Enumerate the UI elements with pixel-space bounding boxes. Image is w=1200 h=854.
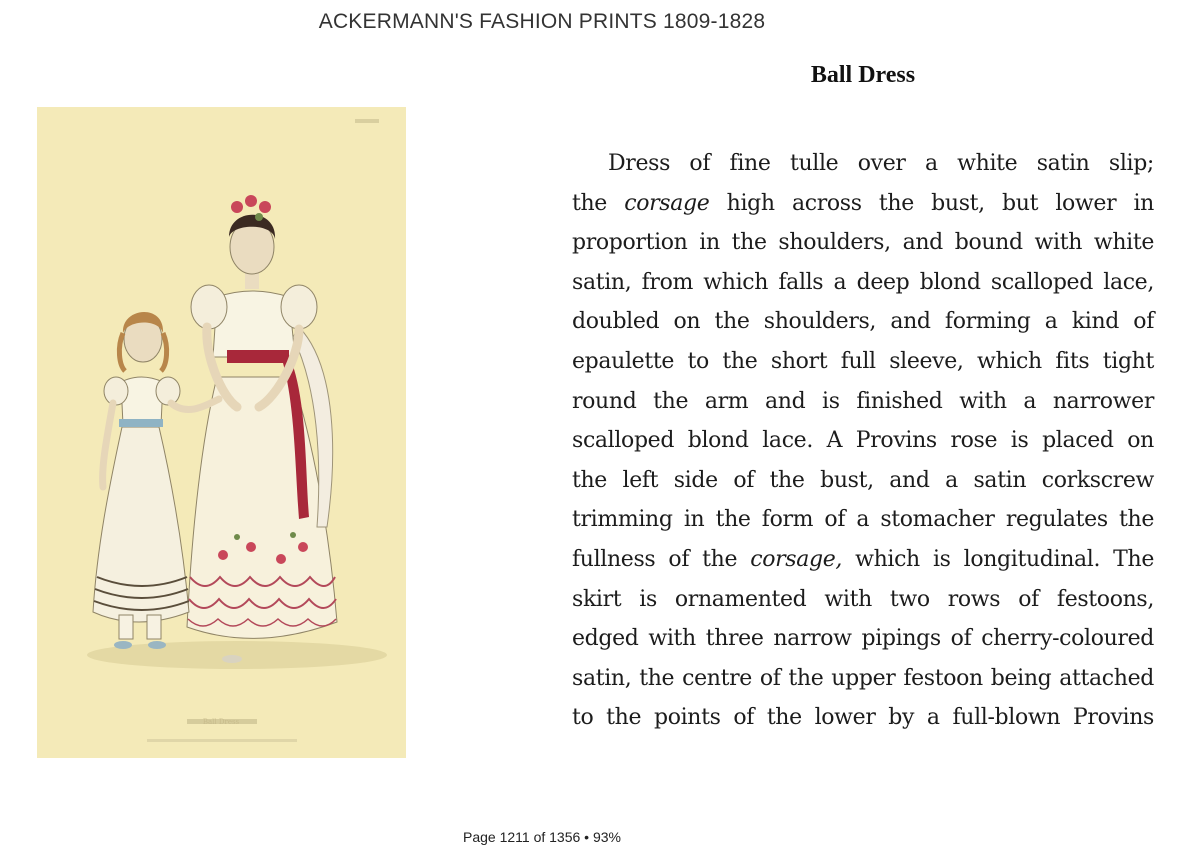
text-run: skirt is ornamented with two rows of festoons, <box>572 586 1154 612</box>
text-line <box>572 421 1154 461</box>
text-run: round the arm and is finished with a narrower <box>572 388 1154 414</box>
page-status: Page 1211 of 1356 • 93% <box>463 829 621 845</box>
text-run: trimming in the form of a stomacher regulates the <box>572 507 1154 533</box>
fashion-plate-woman-and-girl-icon <box>37 107 406 758</box>
text-run: the left side of the bust, and a satin corkscrew <box>572 467 1154 493</box>
text-run: proportion in the shoulders, and bound with white <box>572 230 1154 256</box>
text-line <box>572 263 1154 303</box>
text-run: which is longitudinal. The <box>842 546 1154 572</box>
text-line <box>572 382 1154 422</box>
text-run: satin, the centre of the upper festoon being attached <box>572 665 1154 691</box>
text-line <box>572 659 1154 699</box>
text-run: edged with three narrow pipings of cherry-coloured <box>572 626 1154 652</box>
text-line <box>572 500 1154 540</box>
text-run: fullness of the <box>572 546 751 572</box>
italic-term: corsage, <box>750 546 843 572</box>
text-line <box>572 698 1154 738</box>
text-line <box>572 342 1154 382</box>
book-title: ACKERMANN'S FASHION PRINTS 1809-1828 <box>318 10 766 33</box>
text-line <box>572 144 1154 184</box>
text-line <box>572 540 1154 580</box>
text-run: high across the bust, but lower in <box>709 190 1155 216</box>
text-line <box>572 619 1154 659</box>
italic-term: corsage <box>624 190 710 216</box>
text-run: scalloped blond lace. A Provins rose is placed on <box>572 428 1154 454</box>
text-line <box>572 580 1154 620</box>
text-line <box>572 184 1154 224</box>
text-line <box>572 223 1154 263</box>
text-run: to the points of the lower by a full-blown Provins <box>572 705 1154 731</box>
text-run: satin, from which falls a deep blond scalloped lace, <box>572 269 1154 295</box>
text-line <box>572 302 1154 342</box>
text-run: Dress of fine tulle over a white satin slip; <box>608 151 1154 176</box>
text-line <box>572 461 1154 501</box>
body-text <box>572 144 1154 738</box>
fashion-plate-image <box>37 107 406 758</box>
chapter-heading: Ball Dress <box>810 62 916 88</box>
text-run: doubled on the shoulders, and forming a kind of <box>572 309 1154 335</box>
plate-caption: Ball Dress <box>202 718 240 726</box>
text-run: epaulette to the short full sleeve, which fits tight <box>572 348 1154 374</box>
text-run: the <box>572 190 625 216</box>
